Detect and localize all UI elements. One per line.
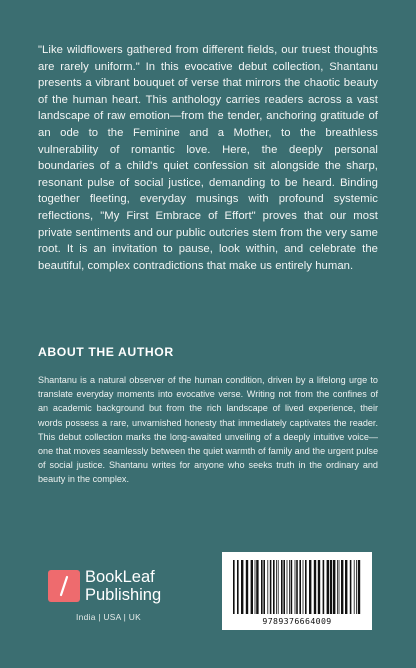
barcode-bar	[237, 560, 239, 614]
barcode-bars	[232, 560, 362, 614]
publisher-name-line1: BookLeaf	[85, 568, 155, 586]
barcode-bar	[318, 560, 320, 614]
barcode-bar	[267, 560, 268, 614]
barcode-bar	[354, 560, 355, 614]
barcode-bar	[233, 560, 235, 614]
barcode-bar	[255, 560, 256, 614]
barcode-bar	[341, 560, 343, 614]
barcode-bar	[358, 560, 360, 614]
barcode-bar	[327, 560, 329, 614]
barcode-bar	[314, 560, 316, 614]
barcode-bar	[261, 560, 263, 614]
barcode-bar	[281, 560, 283, 614]
barcode-bar	[299, 560, 301, 614]
book-blurb: "Like wildflowers gathered from different fields, our truest thoughts are rarely uniform." In this evocative debut collection, Shantanu presents a vibrant bouquet of verse that mirrors the chaotic beauty of the human heart. This anthology carries readers across a vast landscape of raw emotion—from the tender, anchoring gratitude of an ode to the Feminine and a Mother, to the breathless vulnerability of romantic love. Here, the deeply personal boundaries of a child's quiet confession sit alongside the sharp, resonant pulse of social justice, demanding to be heard. Binding together fleeting, everyday musings with profound systemic reflections, "My First Embrace of Effort" proves that our most private sentiments and our public outcries stem from the very same root. It is an invitation to pause, look within, and celebrate the beautiful, complex contradictions that make us entirely human.	[38, 44, 378, 272]
about-author-text: Shantanu is a natural observer of the human condition, driven by a lifelong urge to translate everyday moments into evocative verse. Writing not from the confines of an academic background but from the rich landscape of lived experience, their words possess a rare, unvarnished honesty that immediately captivates the reader. This debut collection marks the long-awaited unveiling of a deeply intuitive voice—one that moves seamlessly between the quiet warmth of family and the urgent pulse of social justice. Shantanu writes for anyone who seeks truth in the ordinary and beauty in the complex.	[38, 375, 378, 485]
barcode-bar	[309, 560, 311, 614]
barcode-bar	[356, 560, 357, 614]
publisher-logo	[48, 570, 178, 630]
barcode-bar	[287, 560, 288, 614]
isbn-digits: 9789376664009	[262, 616, 332, 626]
barcode-bar	[323, 560, 325, 614]
barcode-bar	[303, 560, 304, 614]
barcode-bar	[251, 560, 253, 614]
barcode-bar	[305, 560, 307, 614]
barcode-bar	[241, 560, 243, 614]
barcode-bar	[295, 560, 296, 614]
publisher-regions: India | USA | UK	[76, 612, 142, 622]
barcode-bar	[246, 560, 248, 614]
barcode-bar	[350, 560, 352, 614]
publisher-name-line2: Publishing	[85, 586, 162, 604]
barcode-bar	[333, 560, 335, 614]
barcode-bar	[263, 560, 265, 614]
barcode-bar	[289, 560, 290, 614]
barcode-bar	[345, 560, 347, 614]
barcode-bar	[291, 560, 293, 614]
barcode-bar	[276, 560, 277, 614]
barcode-bar	[256, 560, 258, 614]
barcode-bar	[296, 560, 298, 614]
barcode-bar	[337, 560, 338, 614]
barcode-bar	[278, 560, 279, 614]
barcode-bar	[273, 560, 275, 614]
about-author-heading: ABOUT THE AUTHOR	[38, 345, 174, 359]
barcode-bar	[283, 560, 285, 614]
barcode-bar	[270, 560, 272, 614]
publisher-slash-icon	[48, 570, 80, 602]
barcode-bar	[330, 560, 332, 614]
barcode-bar	[339, 560, 340, 614]
isbn-barcode	[222, 552, 372, 630]
